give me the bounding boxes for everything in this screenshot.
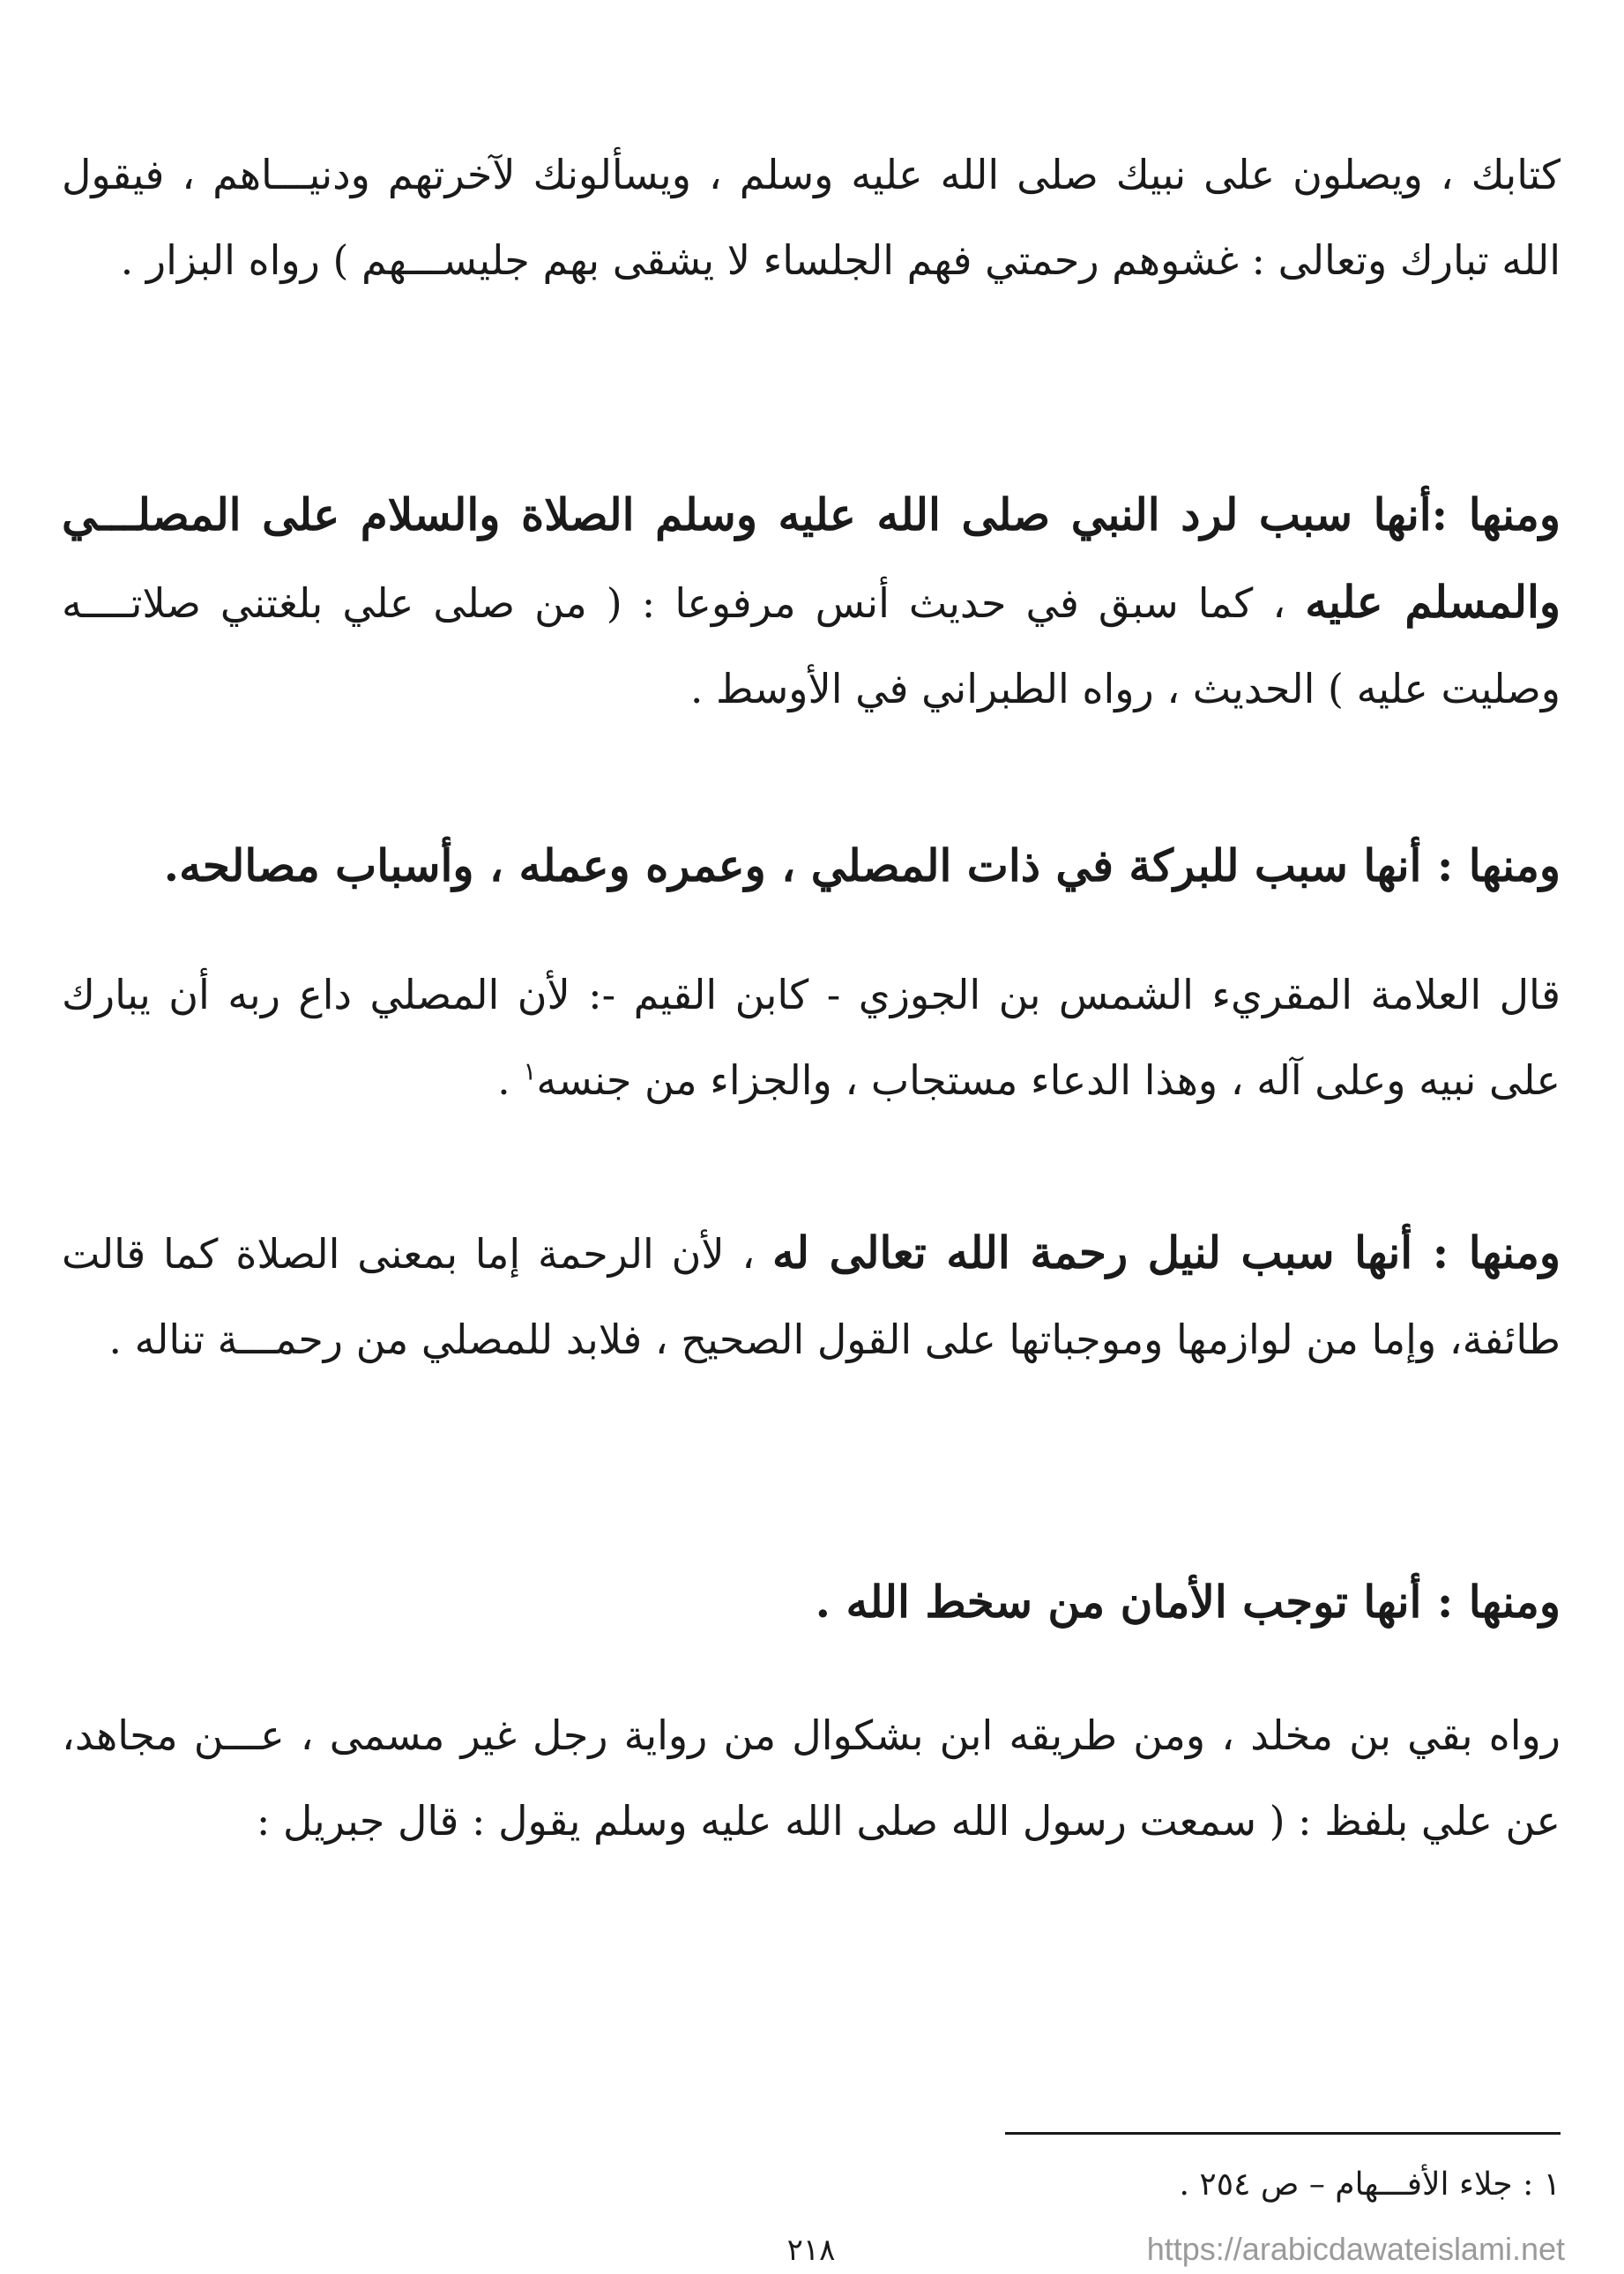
footnote-marker: ١ (523, 1056, 537, 1086)
paragraph-4-end: . (497, 1056, 524, 1104)
paragraph-7: رواه بقي بن مخلد ، ومن طريقه ابن بشكوال من رواية رجل غير مسمى ، عـــن مجاهد، عن علي بلفظ : ( سمعت رسول الله صلى الله عليه وسلم يقول : قال جبريل : (62, 1711, 1561, 1845)
paragraph-2 (62, 472, 1561, 732)
heading-blessing: ومنها : أنها سبب للبركة في ذات المصلي ، وعمره وعمله ، وأسباب مصالحه. (163, 839, 1561, 891)
heading-safety: ومنها : أنها توجب الأمان من سخط الله . (815, 1576, 1561, 1628)
paragraph-5-bold-lead: ومنها : أنها سبب لنيل رحمة الله تعالى له (771, 1226, 1561, 1279)
paragraph-1: كتابك ، ويصلون على نبيك صلى الله عليه وسلم ، ويسألونك لآخرتهم ودنيـــاهم ، فيقول الله تبارك وتعالى : غشوهم رحمتي فهم الجلساء لا يشقى بهم جليســـهم ) رواه البزار . (62, 151, 1561, 284)
footnote-divider (1005, 2132, 1561, 2135)
paragraph-2-body: ، كما سبق في حديث أنس مرفوعا : ( من صلى علي بلغتني صلاتــــه وصليت عليه ) الحديث ، رواه الطبراني في الأوسط . (62, 579, 1561, 712)
paragraph-4 (62, 952, 1561, 1123)
paragraph-2-bold-lead: ومنها :أنها سبب لرد النبي صلى الله عليه وسلم الصلاة والسلام على المصلـــي والمسلم عليه (62, 488, 1561, 628)
watermark-url: https://arabicdawateislami.net (1146, 2231, 1565, 2267)
paragraph-5 (62, 1210, 1561, 1383)
page-number: ٢١٨ (786, 2233, 836, 2268)
paragraph-4-body: قال العلامة المقريء الشمس بن الجوزي - كابن القيم -: لأن المصلي داع ربه أن يبارك على نبيه وعلى آله ، وهذا الدعاء مستجاب ، والجزاء من جنسه (62, 971, 1561, 1104)
paragraph-5-body: ، لأن الرحمة إما بمعنى الصلاة كما قالت طائفة، وإما من لوازمها وموجباتها على القول الصحيح ، فلابد للمصلي من رحمـــة تناله . (62, 1230, 1561, 1363)
footnote: ١ : جلاء الأفـــهام – ص ٢٥٤ . (1179, 2166, 1561, 2203)
